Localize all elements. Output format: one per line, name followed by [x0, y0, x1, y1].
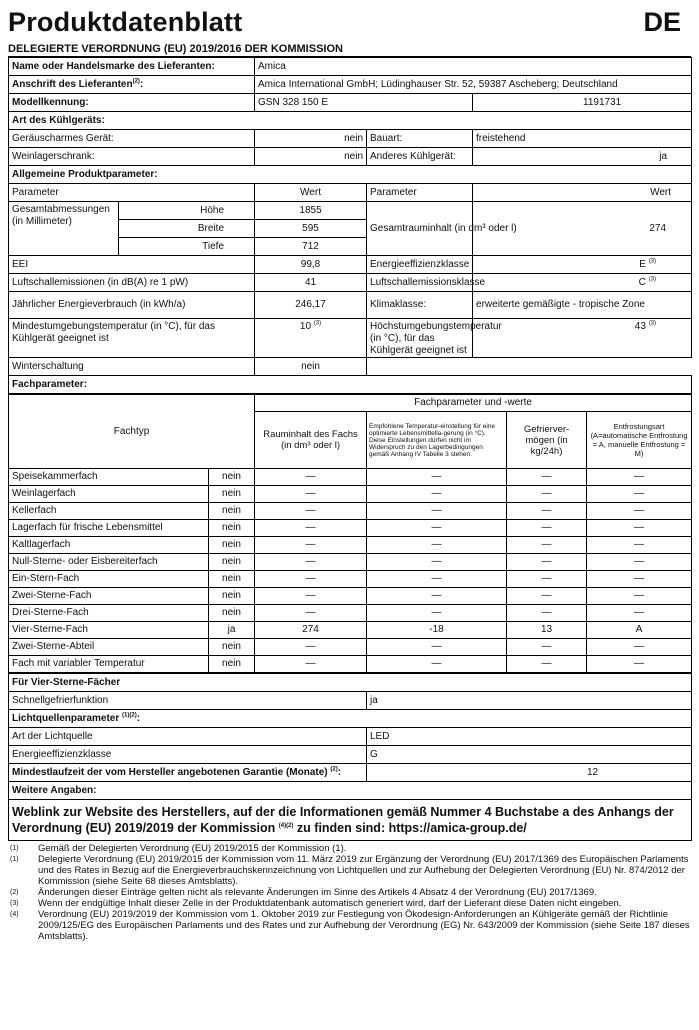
compartment-defrost: — [587, 588, 692, 605]
compartment-volume: — [255, 503, 367, 520]
footnote-mark: (2) [10, 889, 19, 896]
compartment-volume: — [255, 469, 367, 486]
supplier-address-value: Amica International GmbH; Lüdinghauser Str. 52, 59387 Ascheberg; Deutschland [255, 76, 692, 94]
compartment-freeze: — [507, 503, 587, 520]
compartment-temp: -18 [367, 622, 507, 639]
group-header: Fachparameter und -werte [255, 395, 692, 412]
wine-label: Weinlagerschrank: [9, 148, 255, 166]
compartment-temp: — [367, 503, 507, 520]
footnote-text: Gemäß der Delegierten Verordnung (EU) 2019/2015 der Kommission (1). [38, 843, 347, 854]
noise-class-label: Luftschallemissionsklasse [367, 274, 473, 292]
compartment-row [9, 588, 692, 605]
winter-label: Winterschaltung [9, 358, 255, 376]
compartment-freeze: — [507, 486, 587, 503]
supplier-name-value: Amica [255, 58, 692, 76]
compartment-present: nein [209, 503, 255, 520]
compartment-name: Lagerfach für frische Lebensmittel [9, 520, 209, 537]
general-table [8, 57, 692, 394]
compartment-volume: — [255, 554, 367, 571]
compartment-name: Drei-Sterne-Fach [9, 605, 209, 622]
compartment-defrost: — [587, 639, 692, 656]
compartment-present: ja [209, 622, 255, 639]
warranty-value: 12 [367, 764, 692, 782]
light-type-label: Art der Lichtquelle [9, 728, 367, 746]
compartment-row [9, 622, 692, 639]
volume-label: Gesamtrauminhalt (in dm³ oder l) [367, 202, 473, 256]
width-label: Breite [119, 220, 255, 238]
compartment-defrost: — [587, 656, 692, 673]
compartment-volume: — [255, 656, 367, 673]
compartment-present: nein [209, 486, 255, 503]
compartment-row [9, 639, 692, 656]
compartment-row [9, 503, 692, 520]
compartment-name: Vier-Sterne-Fach [9, 622, 209, 639]
defrost-header: Entfrostungsart (A=automatische Entfrostung = A, manuelle Entfrostung = M) [587, 412, 692, 469]
footnote-text: Delegierte Verordnung (EU) 2019/2015 der Kommission vom 11. März 2019 zur Ergänzung der Verordnung (EU) 2017/1369 des Europäischen Parlaments und des Rates in Bezug auf die Energieverbrauchskennzeichnung von Lichtquellen und zur Aufhebung der Delegierten Verordnung (EU) Nr. 874/2012 der Kommission (siehe Seite 68 dieses Amtsblatts). [38, 854, 689, 887]
compartment-present: nein [209, 605, 255, 622]
compartment-temp: — [367, 571, 507, 588]
model-number: 1191731 [473, 94, 692, 112]
footnotes [8, 843, 691, 942]
eei-label: EEI [9, 256, 255, 274]
compartment-row [9, 554, 692, 571]
compartment-present: nein [209, 554, 255, 571]
compartment-temp: — [367, 588, 507, 605]
supplier-address-label: Anschrift des Lieferanten$^{(2)}$: [9, 76, 255, 94]
compartment-temp: — [367, 554, 507, 571]
compartment-row [9, 486, 692, 503]
footnote-mark: (1) [10, 856, 19, 863]
depth-value: 712 [255, 238, 367, 256]
supplier-name-label: Name oder Handelsmarke des Lieferanten: [9, 58, 255, 76]
energy-class-value: E $^{(3)}$ [473, 256, 692, 274]
compartment-temp: — [367, 639, 507, 656]
sheet-header [8, 6, 691, 42]
compartment-freeze: — [507, 520, 587, 537]
compartment-present: nein [209, 588, 255, 605]
compartment-freeze: — [507, 588, 587, 605]
compartment-name: Zwei-Sterne-Fach [9, 588, 209, 605]
compartment-name: Kaltlagerfach [9, 537, 209, 554]
climate-label: Klimaklasse: [367, 292, 473, 319]
compartment-temp: — [367, 537, 507, 554]
compartment-present: nein [209, 520, 255, 537]
value-header-left: Wert [255, 184, 367, 202]
compartment-row [9, 520, 692, 537]
model-label: Modellkennung: [9, 94, 255, 112]
compartment-row [9, 605, 692, 622]
compartment-volume: — [255, 520, 367, 537]
compartment-row [9, 656, 692, 673]
compartment-temp: — [367, 469, 507, 486]
compartment-defrost: A [587, 622, 692, 639]
country-code: DE [643, 7, 681, 37]
annual-energy-label: Jährlicher Energieverbrauch (in kWh/a) [9, 292, 255, 319]
depth-label: Tiefe [119, 238, 255, 256]
compartment-present: nein [209, 571, 255, 588]
climate-value: erweiterte gemäßigte - tropische Zone [473, 292, 692, 319]
footnote [8, 887, 691, 898]
compartment-temp: — [367, 656, 507, 673]
compartment-name: Null-Sterne- oder Eisbereiterfach [9, 554, 209, 571]
compartment-table [8, 394, 692, 673]
section-type: Art des Kühlgeräts: [9, 112, 692, 130]
compartment-freeze: — [507, 554, 587, 571]
compartment-name: Ein-Stern-Fach [9, 571, 209, 588]
compartment-temp: — [367, 486, 507, 503]
footnote-text: Verordnung (EU) 2019/2019 der Kommission vom 1. Oktober 2019 zur Festlegung von Ökodesign-Anforderungen an Kühlgeräte gemäß der Richtlinie 2009/125/EG des Europäischen Parlaments und des Rates und zur Aufhebung der Verordnung (EG) Nr. 643/2009 der Kommission (siehe Seite 187 dieses Amtsblatts). [38, 909, 690, 942]
compartment-volume: — [255, 605, 367, 622]
compartment-freeze: — [507, 639, 587, 656]
section-light: Lichtquellenparameter $^{(1)(2)}$: [9, 710, 692, 728]
compartment-volume: — [255, 571, 367, 588]
build-value: freistehend [473, 130, 692, 148]
compartment-freeze: — [507, 537, 587, 554]
compartment-name: Speisekammerfach [9, 469, 209, 486]
max-temp-value: 43 $^{(3)}$ [473, 319, 692, 358]
compartment-row [9, 537, 692, 554]
param-header-right: Parameter [367, 184, 473, 202]
footnote [8, 909, 691, 942]
compartment-defrost: — [587, 554, 692, 571]
compartment-volume: — [255, 639, 367, 656]
value-header-right: Wert [473, 184, 692, 202]
compartment-defrost: — [587, 537, 692, 554]
freeze-header: Gefrierver-mögen (in kg/24h) [507, 412, 587, 469]
compartment-freeze: — [507, 605, 587, 622]
type-header: Fachtyp [9, 395, 255, 469]
param-header-left: Parameter [9, 184, 255, 202]
height-label: Höhe [119, 202, 255, 220]
light-type-value: LED [367, 728, 692, 746]
energy-class-label: Energieeffizienzklasse [367, 256, 473, 274]
compartment-freeze: — [507, 571, 587, 588]
footnote-text: Wenn der endgültige Inhalt dieser Zelle in der Produktdatenbank automatisch generiert wird, darf der Lieferant diese Daten nicht eingeben. [38, 898, 622, 909]
compartment-volume: 274 [255, 622, 367, 639]
wine-value: nein [255, 148, 367, 166]
compartment-defrost: — [587, 486, 692, 503]
winter-value: nein [255, 358, 367, 376]
section-general: Allgemeine Produktparameter: [9, 166, 692, 184]
build-label: Bauart: [367, 130, 473, 148]
volume-header: Rauminhalt des Fachs (in dm³ oder l) [255, 412, 367, 469]
other-label: Anderes Kühlgerät: [367, 148, 473, 166]
max-temp-label: Höchstumgebungstemperatur (in °C), für das Kühlgerät geeignet ist [367, 319, 473, 358]
annual-energy-value: 246,17 [255, 292, 367, 319]
compartment-present: nein [209, 656, 255, 673]
footnote [8, 843, 691, 854]
compartment-freeze: — [507, 656, 587, 673]
model-value: GSN 328 150 E [255, 94, 473, 112]
weblink-text: Weblink zur Website des Herstellers, auf der die Informationen gemäß Nummer 4 Buchstabe a des Anhangs der Verordnung (EU) 2019/2019 der Kommission $^{(4)(2)}$ zu finden sind: https://amica-group.de/ [9, 800, 692, 841]
compartment-row [9, 469, 692, 486]
footnote-mark: (4) [10, 911, 19, 918]
section-four-star: Für Vier-Sterne-Fächer [9, 674, 692, 692]
compartment-present: nein [209, 537, 255, 554]
temp-header: Empfohlene Temperatur-einstellung für eine optimierte Lebensmittella-gerung (in °C). Diese Einstellungen dürfen nicht im Widerspruch zu den Lagerbedingungen gemäß Anhang IV Tabelle 3 stehen: [367, 412, 507, 469]
compartment-defrost: — [587, 503, 692, 520]
warranty-label: Mindestlaufzeit der vom Hersteller angebotenen Garantie (Monate) $^{(2)}$: [9, 764, 367, 782]
height-value: 1855 [255, 202, 367, 220]
noise-class-value: C $^{(3)}$ [473, 274, 692, 292]
compartment-present: nein [209, 639, 255, 656]
compartment-volume: — [255, 588, 367, 605]
compartment-defrost: — [587, 605, 692, 622]
compartment-temp: — [367, 520, 507, 537]
other-value: ja [473, 148, 692, 166]
compartment-freeze: — [507, 469, 587, 486]
min-temp-label: Mindestumgebungstemperatur (in °C), für das Kühlgerät geeignet ist [9, 319, 255, 358]
low-noise-label: Geräuscharmes Gerät: [9, 130, 255, 148]
compartment-row [9, 571, 692, 588]
dims-label: Gesamtabmessungen (in Millimeter) [9, 202, 119, 256]
page-title: Produktdatenblatt [8, 7, 243, 37]
low-noise-value: nein [255, 130, 367, 148]
product-data-sheet [8, 6, 691, 942]
min-temp-value: 10 $^{(3)}$ [255, 319, 367, 358]
compartment-name: Weinlagerfach [9, 486, 209, 503]
footnote [8, 898, 691, 909]
compartment-defrost: — [587, 571, 692, 588]
compartment-name: Kellerfach [9, 503, 209, 520]
compartment-defrost: — [587, 520, 692, 537]
light-class-value: G [367, 746, 692, 764]
noise-label: Luftschallemissionen (in dB(A) re 1 pW) [9, 274, 255, 292]
section-compartments: Fachparameter: [9, 376, 692, 394]
compartment-defrost: — [587, 469, 692, 486]
extra-table [8, 673, 692, 841]
compartment-volume: — [255, 537, 367, 554]
footnote-text: Änderungen dieser Einträge gelten nicht als relevante Änderungen im Sinne des Artikels 4 Absatz 4 der Verordnung (EU) 2017/1369. [38, 887, 597, 898]
footnote-mark: (3) [10, 900, 19, 907]
footnote [8, 854, 691, 887]
footnote-mark: (1) [10, 845, 19, 852]
regulation-title: DELEGIERTE VERORDNUNG (EU) 2019/2016 DER KOMMISSION [8, 42, 691, 57]
eei-value: 99,8 [255, 256, 367, 274]
width-value: 595 [255, 220, 367, 238]
noise-value: 41 [255, 274, 367, 292]
quick-freeze-label: Schnellgefrierfunktion [9, 692, 367, 710]
volume-value: 274 [473, 202, 692, 256]
compartment-freeze: 13 [507, 622, 587, 639]
compartment-temp: — [367, 605, 507, 622]
quick-freeze-value: ja [367, 692, 692, 710]
section-more: Weitere Angaben: [9, 782, 692, 800]
compartment-name: Zwei-Sterne-Abteil [9, 639, 209, 656]
compartment-name: Fach mit variabler Temperatur [9, 656, 209, 673]
compartment-present: nein [209, 469, 255, 486]
compartment-volume: — [255, 486, 367, 503]
compartment-rows [9, 469, 692, 673]
light-class-label: Energieeffizienzklasse [9, 746, 367, 764]
